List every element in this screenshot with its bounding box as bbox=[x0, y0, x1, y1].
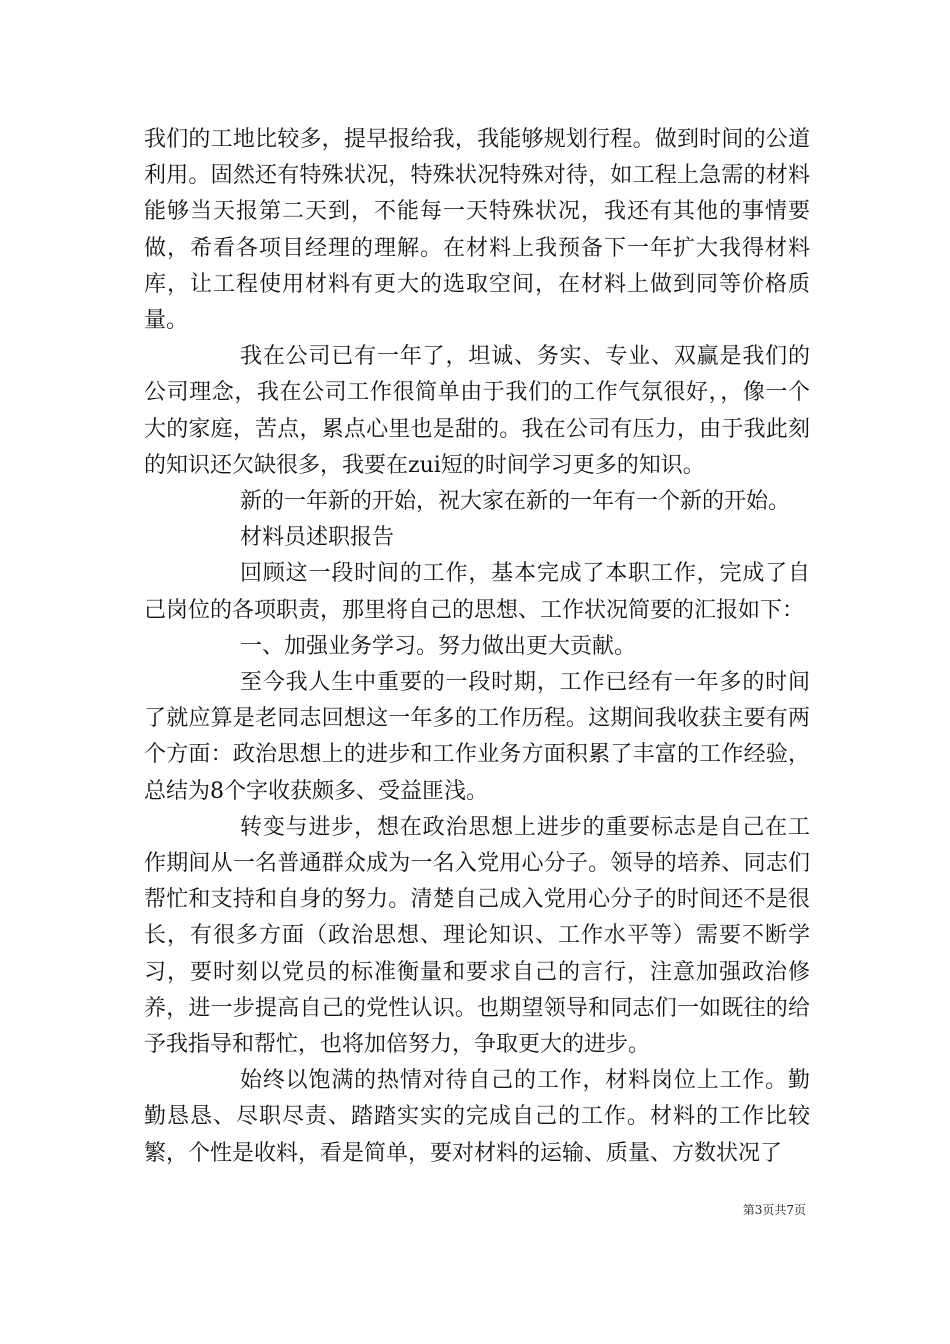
document-body bbox=[144, 122, 810, 1172]
paragraph-7: 至今我人生中重要的一段时期，工作已经有一年多的时间了就应算是老同志回想这一年多的工作历程。这期间我收获主要有两个方面：政治思想上的进步和工作业务方面积累了丰富的工作经验，总结为8个字收获颇多、受益匪浅。 bbox=[144, 670, 810, 804]
paragraph-2: 我在公司已有一年了，坦诚、务实、专业、双赢是我们的公司理念，我在公司工作很简单由于我们的工作气氛很好，，像一个大的家庭，苦点，累点心里也是甜的。我在公司有压力，由于我此刻的知识还欠缺很多，我要在zui短的时间学习更多的知识。 bbox=[144, 344, 810, 478]
page-number: 第3页共7页 bbox=[742, 1203, 806, 1217]
paragraph-8: 转变与进步，想在政治思想上进步的重要标志是自己在工作期间从一名普通群众成为一名入党用心分子。领导的培养、同志们帮忙和支持和自身的努力。清楚自己成入党用心分子的时间还不是很长，有很多方面（政治思想、理论知识、工作水平等）需要不断学习，要时刻以党员的标准衡量和要求自己的言行，注意加强政治修养，进一步提高自己的党性认识。也期望领导和同志们一如既往的给予我指导和帮忙，也将加倍努力，争取更大的进步。 bbox=[144, 814, 810, 1058]
paragraph-5: 回顾这一段时间的工作，基本完成了本职工作，完成了自己岗位的各项职责，那里将自己的思想、工作状况简要的汇报如下： bbox=[144, 561, 810, 623]
paragraph-3: 新的一年新的开始，祝大家在新的一年有一个新的开始。 bbox=[240, 489, 791, 515]
section-title: 材料员述职报告 bbox=[240, 525, 395, 551]
paragraph-1: 我们的工地比较多，提早报给我，我能够规划行程。做到时间的公道利用。固然还有特殊状况，特殊状况特殊对待，如工程上急需的材料能够当天报第二天到，不能每一天特殊状况，我还有其他的事情要做，希看各项目经理的理解。在材料上我预备下一年扩大我得材料库，让工程使用材料有更大的选取空间，在材料上做到同等价格质量。 bbox=[144, 127, 810, 334]
paragraph-9: 始终以饱满的热情对待自己的工作，材料岗位上工作。勤勤恳恳、尽职尽责、踏踏实实的完成自己的工作。材料的工作比较繁，个性是收料，看是简单，要对材料的运输、质量、方数状况了 bbox=[144, 1068, 810, 1166]
subheading: 一、加强业务学习。努力做出更大贡献。 bbox=[240, 633, 637, 659]
